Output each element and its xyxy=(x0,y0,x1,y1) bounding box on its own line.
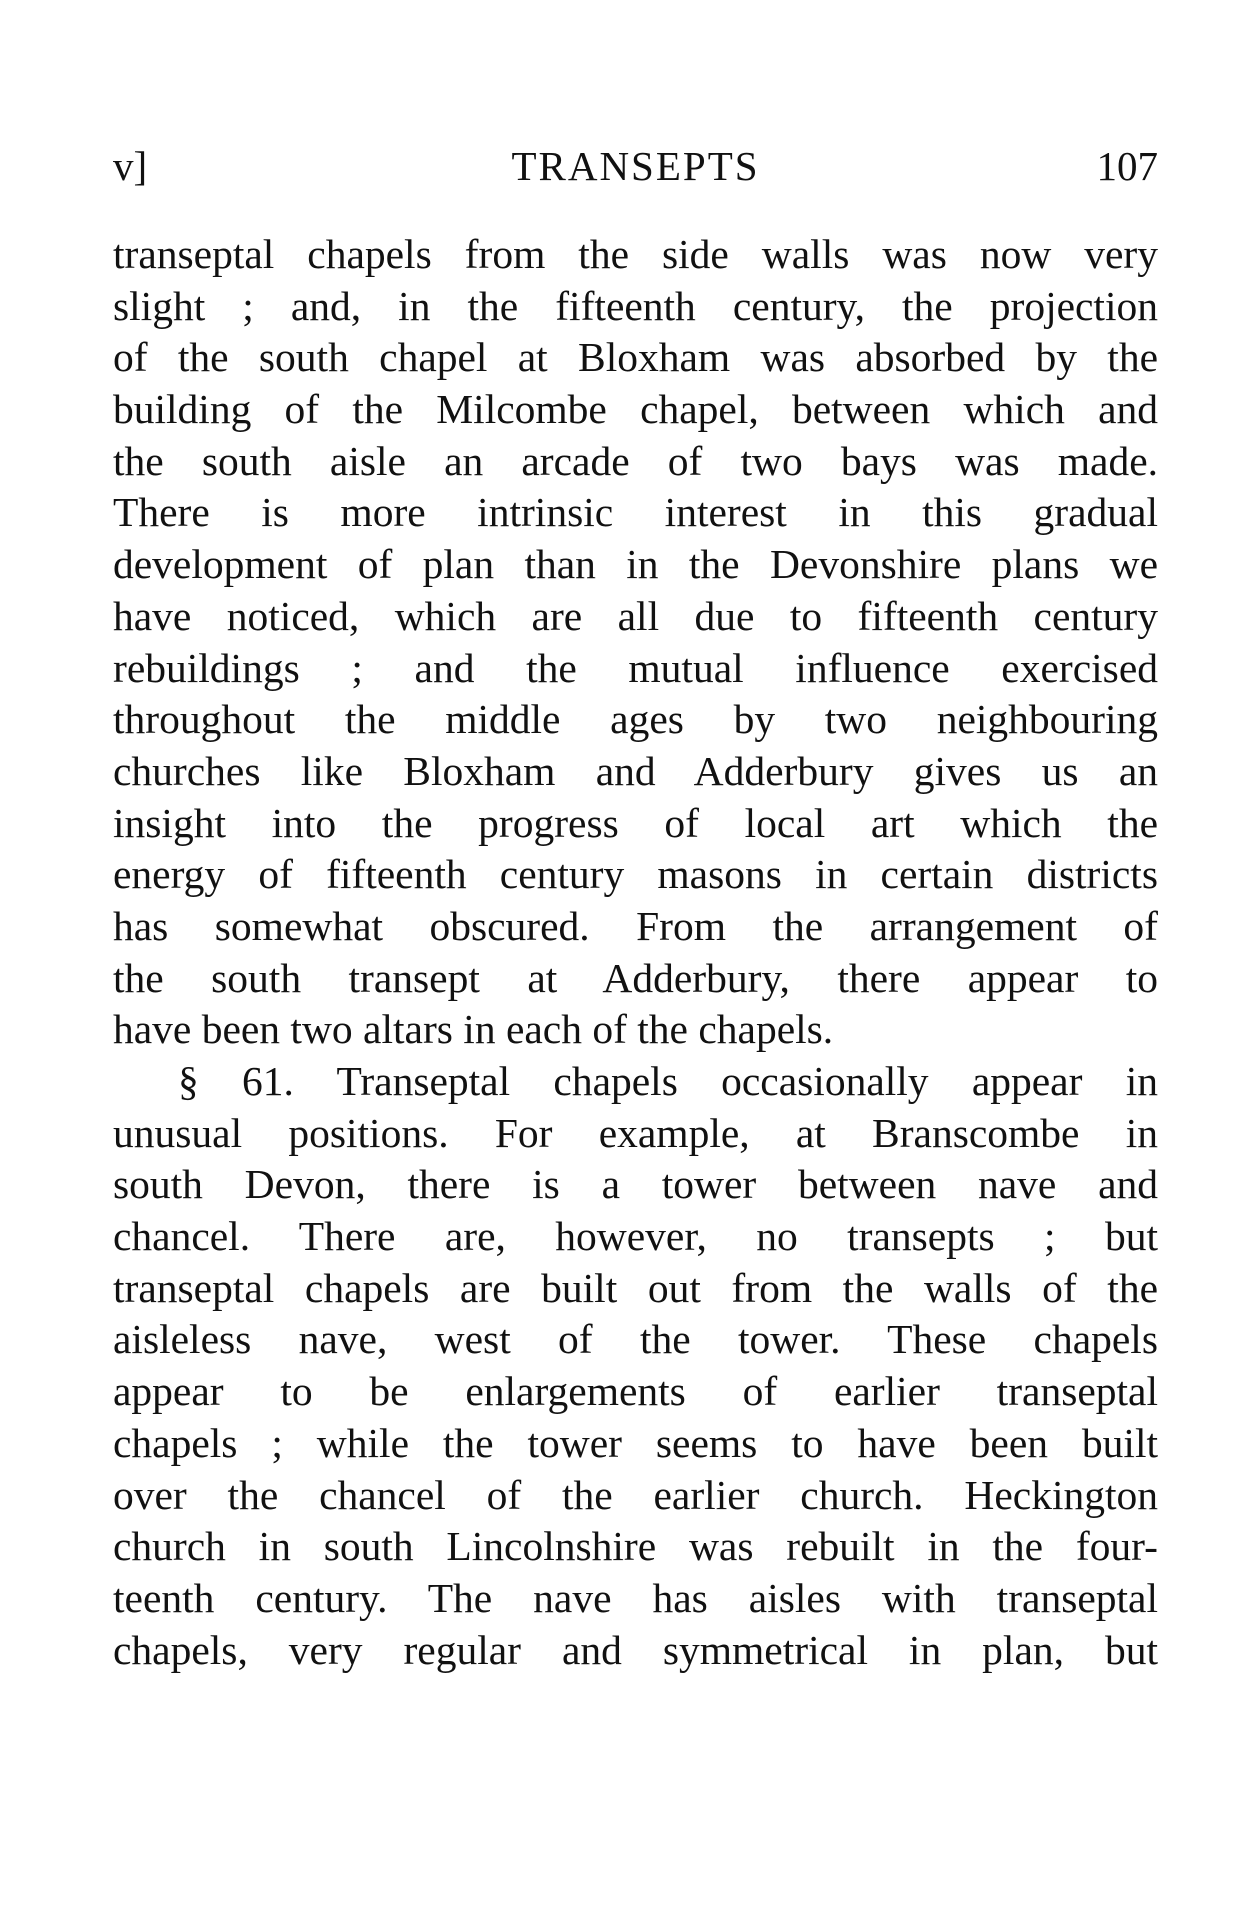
text-line: the south transept at Adderbury, there appear to xyxy=(113,954,1158,1001)
text-line: south Devon, there is a tower between nave and xyxy=(113,1161,1158,1208)
text-line: development of plan than in the Devonshire plans we xyxy=(113,541,1158,588)
body-text xyxy=(113,229,1158,1676)
chapter-marker: v] xyxy=(113,143,148,189)
text-line: rebuildings ; and the mutual influence exercised xyxy=(113,644,1158,691)
paragraph-end-line: have been two altars in each of the chapels. xyxy=(113,1006,834,1053)
page-number: 107 xyxy=(1096,143,1158,189)
text-line: transeptal chapels from the side walls was now very xyxy=(113,231,1158,277)
text-line: over the chancel of the earlier church. Heckington xyxy=(113,1471,1158,1518)
text-line: insight into the progress of local art which the xyxy=(113,799,1158,846)
text-line: building of the Milcombe chapel, between which and xyxy=(113,386,1158,433)
text-line: the south aisle an arcade of two bays was made. xyxy=(113,437,1158,484)
text-line: chapels, very regular and symmetrical in plan, but xyxy=(113,1626,1158,1673)
text-line: chapels ; while the tower seems to have been built xyxy=(113,1419,1158,1466)
text-line: transeptal chapels are built out from the walls of the xyxy=(113,1264,1158,1311)
running-head xyxy=(113,138,1158,194)
text-line: churches like Bloxham and Adderbury gives us an xyxy=(113,747,1158,794)
text-line: throughout the middle ages by two neighbouring xyxy=(113,696,1158,743)
running-title: TRANSEPTS xyxy=(511,143,760,189)
text-line: slight ; and, in the fifteenth century, the projection xyxy=(113,282,1158,329)
text-line: of the south chapel at Bloxham was absorbed by the xyxy=(113,334,1158,381)
text-line: There is more intrinsic interest in this gradual xyxy=(113,489,1158,536)
text-line: chancel. There are, however, no transepts ; but xyxy=(113,1213,1158,1260)
text-line: have noticed, which are all due to fifteenth century xyxy=(113,592,1158,639)
section-61-first-line: § 61. Transeptal chapels occasionally appear in xyxy=(178,1058,1158,1104)
text-line: teenth century. The nave has aisles with transeptal xyxy=(113,1574,1158,1621)
text-line: church in south Lincolnshire was rebuilt in the four- xyxy=(113,1523,1158,1570)
text-line: unusual positions. For example, at Branscombe in xyxy=(113,1109,1158,1156)
text-line: energy of fifteenth century masons in certain districts xyxy=(113,851,1158,898)
text-line: aisleless nave, west of the tower. These chapels xyxy=(113,1316,1158,1363)
text-line: appear to be enlargements of earlier transeptal xyxy=(113,1368,1158,1415)
text-line: has somewhat obscured. From the arrangement of xyxy=(113,902,1158,949)
